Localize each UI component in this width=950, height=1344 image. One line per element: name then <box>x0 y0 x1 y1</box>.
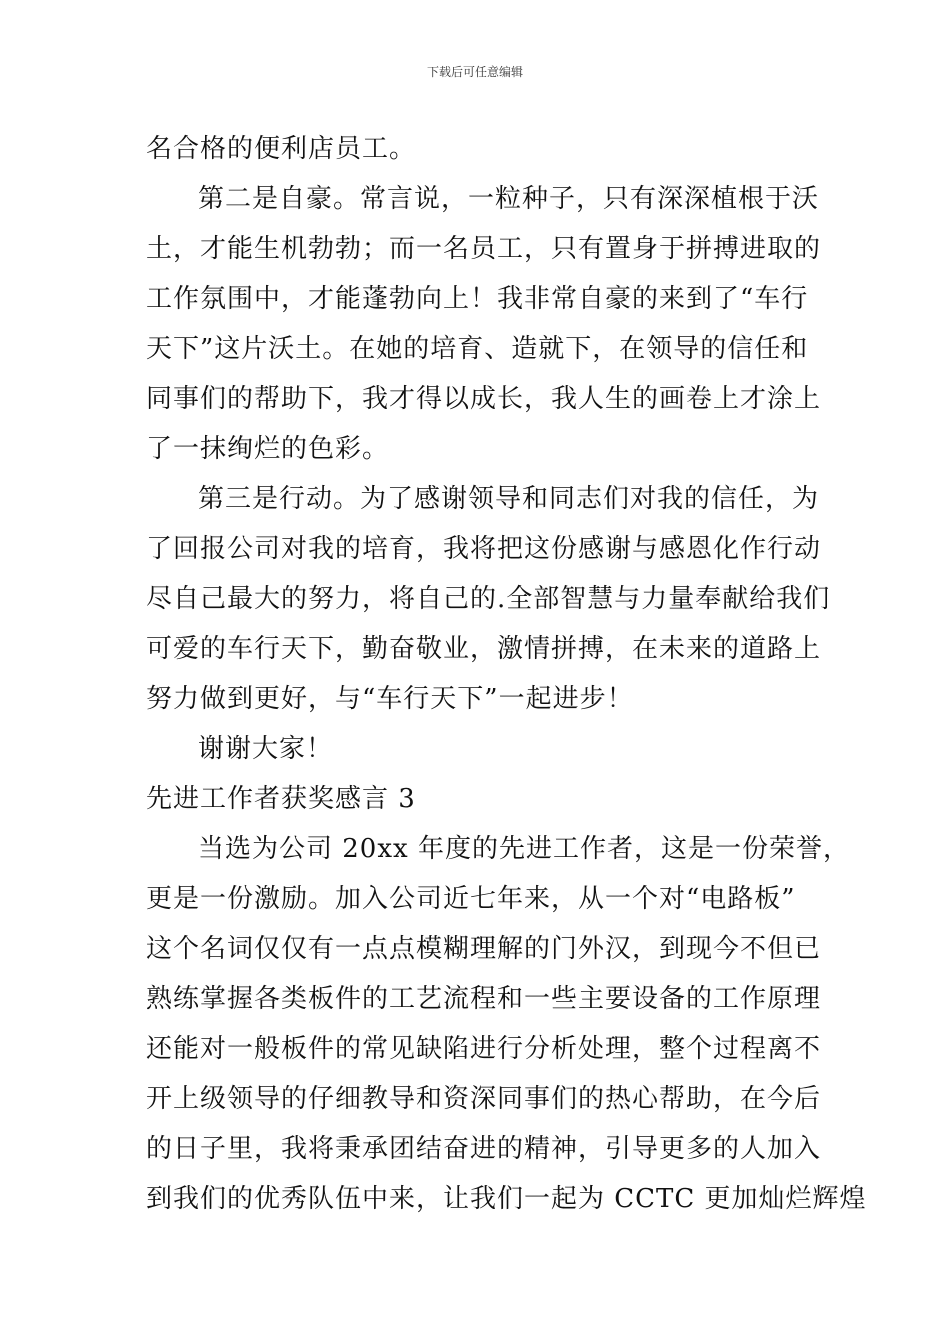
text-line: 的日子里，我将秉承团结奋进的精神，引导更多的人加入 <box>146 1134 822 1164</box>
paragraph-start-line: 第二是自豪。常言说，一粒种子，只有深深植根于沃 <box>198 184 820 214</box>
text-line: 熟练掌握各类板件的工艺流程和一些主要设备的工作原理 <box>146 984 822 1014</box>
text-line: 还能对一般板件的常见缺陷进行分析处理，整个过程离不 <box>146 1034 822 1064</box>
text-line: 名合格的便利店员工。 <box>146 134 417 164</box>
text-line: 工作氛围中，才能蓬勃向上！我非常自豪的来到了“车行 <box>146 284 809 314</box>
paragraph-start-line: 当选为公司 20xx 年度的先进工作者，这是一份荣誉， <box>198 834 850 864</box>
text-line: 可爱的车行天下，勤奋敬业，激情拼搏，在未来的道路上 <box>146 634 822 664</box>
page-header: 下载后可任意编辑 <box>426 65 523 79</box>
text-line: 了一抹绚烂的色彩。 <box>146 434 390 464</box>
closing-line: 谢谢大家！ <box>198 734 334 764</box>
text-line: 开上级领导的仔细教导和资深同事们的热心帮助，在今后 <box>146 1084 822 1114</box>
text-line: 到我们的优秀队伍中来，让我们一起为 CCTC 更加灿烂辉煌 <box>146 1184 867 1214</box>
text-line: 努力做到更好，与“车行天下”一起进步！ <box>146 684 634 714</box>
text-line: 同事们的帮助下，我才得以成长，我人生的画卷上才涂上 <box>146 384 822 414</box>
paragraph-start-line: 第三是行动。为了感谢领导和同志们对我的信任，为 <box>198 484 820 514</box>
text-line: 尽自己最大的努力，将自己的.全部智慧与力量奉献给我们 <box>146 584 831 614</box>
text-line: 土，才能生机勃勃；而一名员工，只有置身于拼搏进取的 <box>146 234 822 264</box>
text-line: 这个名词仅仅有一点点模糊理解的门外汉，到现今不但已 <box>146 934 822 964</box>
document-body <box>146 124 867 1224</box>
section-title: 先进工作者获奖感言 3 <box>146 784 416 814</box>
text-line: 天下”这片沃土。在她的培育、造就下，在领导的信任和 <box>146 334 809 364</box>
text-line: 更是一份激励。加入公司近七年来，从一个对“电路板” <box>146 884 796 914</box>
text-line: 了回报公司对我的培育，我将把这份感谢与感恩化作行动 <box>146 534 822 564</box>
